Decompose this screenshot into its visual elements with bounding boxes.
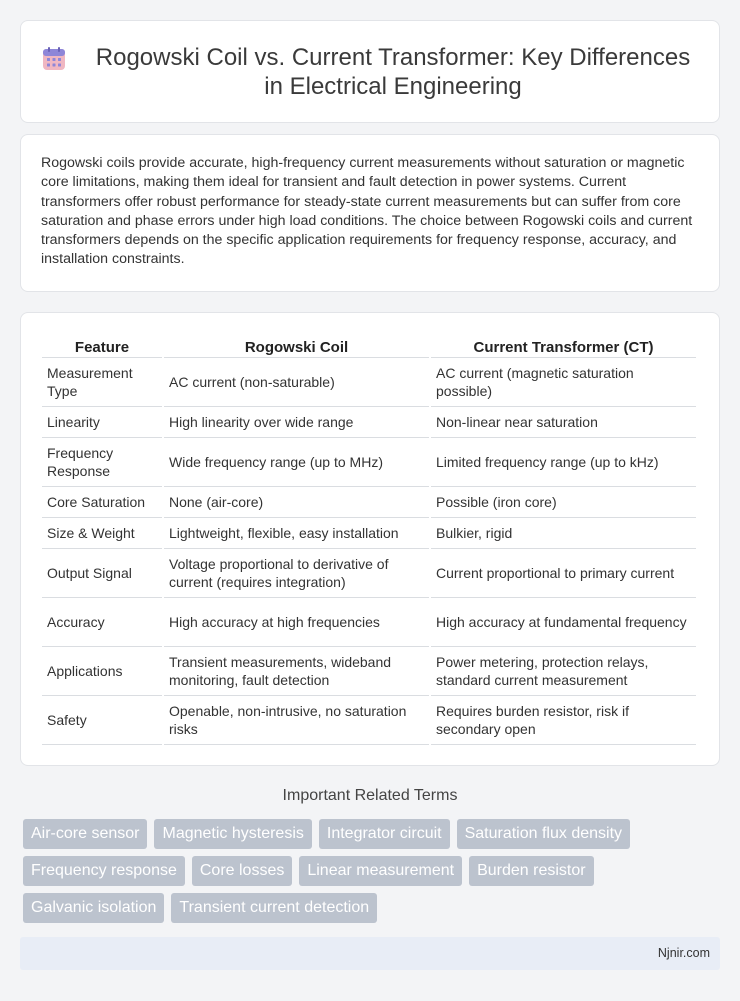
term-tag[interactable]: Core losses (192, 856, 292, 886)
cell-rogowski: Wide frequency range (up to MHz) (164, 438, 429, 487)
cell-rogowski: Voltage proportional to derivative of current (requires integration) (164, 549, 429, 598)
cell-rogowski: Lightweight, flexible, easy installation (164, 518, 429, 549)
header-rogowski: Rogowski Coil (164, 333, 429, 358)
summary-card (20, 134, 720, 292)
table-row (42, 696, 696, 745)
cell-ct: High accuracy at fundamental frequency (431, 598, 696, 647)
term-tag[interactable]: Transient current detection (171, 893, 377, 923)
table-row (42, 487, 696, 518)
title-card (20, 20, 720, 123)
comparison-table (40, 333, 698, 745)
table-row (42, 438, 696, 487)
page-title: Rogowski Coil vs. Current Transformer: Key Differences in Electrical Engineering (95, 43, 691, 100)
cell-feature: Accuracy (42, 598, 162, 647)
term-tag[interactable]: Air-core sensor (23, 819, 147, 849)
table-row (42, 407, 696, 438)
cell-feature: Measurement Type (42, 358, 162, 407)
term-tag[interactable]: Burden resistor (469, 856, 594, 886)
header-feature: Feature (42, 333, 162, 358)
cell-rogowski: High accuracy at high frequencies (164, 598, 429, 647)
cell-feature: Safety (42, 696, 162, 745)
footer (20, 937, 720, 970)
cell-rogowski: Transient measurements, wideband monitoring, fault detection (164, 647, 429, 696)
cell-rogowski: None (air-core) (164, 487, 429, 518)
cell-rogowski: AC current (non-saturable) (164, 358, 429, 407)
cell-ct: Current proportional to primary current (431, 549, 696, 598)
cell-feature: Size & Weight (42, 518, 162, 549)
cell-feature: Core Saturation (42, 487, 162, 518)
table-row (42, 598, 696, 647)
cell-ct: Bulkier, rigid (431, 518, 696, 549)
calendar-icon (41, 46, 67, 72)
term-tag[interactable]: Linear measurement (299, 856, 462, 886)
table-row (42, 549, 696, 598)
cell-feature: Output Signal (42, 549, 162, 598)
cell-feature: Linearity (42, 407, 162, 438)
term-tag[interactable]: Galvanic isolation (23, 893, 164, 923)
term-tag[interactable]: Frequency response (23, 856, 185, 886)
term-tag[interactable]: Integrator circuit (319, 819, 450, 849)
cell-ct: AC current (magnetic saturation possible) (431, 358, 696, 407)
cell-rogowski: High linearity over wide range (164, 407, 429, 438)
summary-text: Rogowski coils provide accurate, high-frequency current measurements without saturation or magnetic core limitations, making them ideal for transient and fault detection in power systems. Current transformers offer robust performance for steady-state current measurements but can suffer from core saturation and phase errors under high load conditions. The choice between Rogowski coils and current transformers depends on the specific application requirements for frequency response, accuracy, and installation constraints. (41, 155, 693, 268)
cell-rogowski: Openable, non-intrusive, no saturation risks (164, 696, 429, 745)
header-ct: Current Transformer (CT) (431, 333, 696, 358)
cell-ct: Possible (iron core) (431, 487, 696, 518)
table-header-row (42, 333, 696, 358)
table-row (42, 518, 696, 549)
table-row (42, 358, 696, 407)
related-terms-list (23, 819, 723, 930)
related-terms-heading: Important Related Terms (282, 787, 458, 804)
comparison-table-card (20, 312, 720, 766)
table-row (42, 647, 696, 696)
cell-ct: Limited frequency range (up to kHz) (431, 438, 696, 487)
cell-feature: Frequency Response (42, 438, 162, 487)
footer-site[interactable]: Njnir.com (657, 946, 710, 960)
cell-ct: Power metering, protection relays, standard current measurement (431, 647, 696, 696)
cell-feature: Applications (42, 647, 162, 696)
cell-ct: Requires burden resistor, risk if secondary open (431, 696, 696, 745)
cell-ct: Non-linear near saturation (431, 407, 696, 438)
term-tag[interactable]: Magnetic hysteresis (154, 819, 311, 849)
term-tag[interactable]: Saturation flux density (457, 819, 630, 849)
